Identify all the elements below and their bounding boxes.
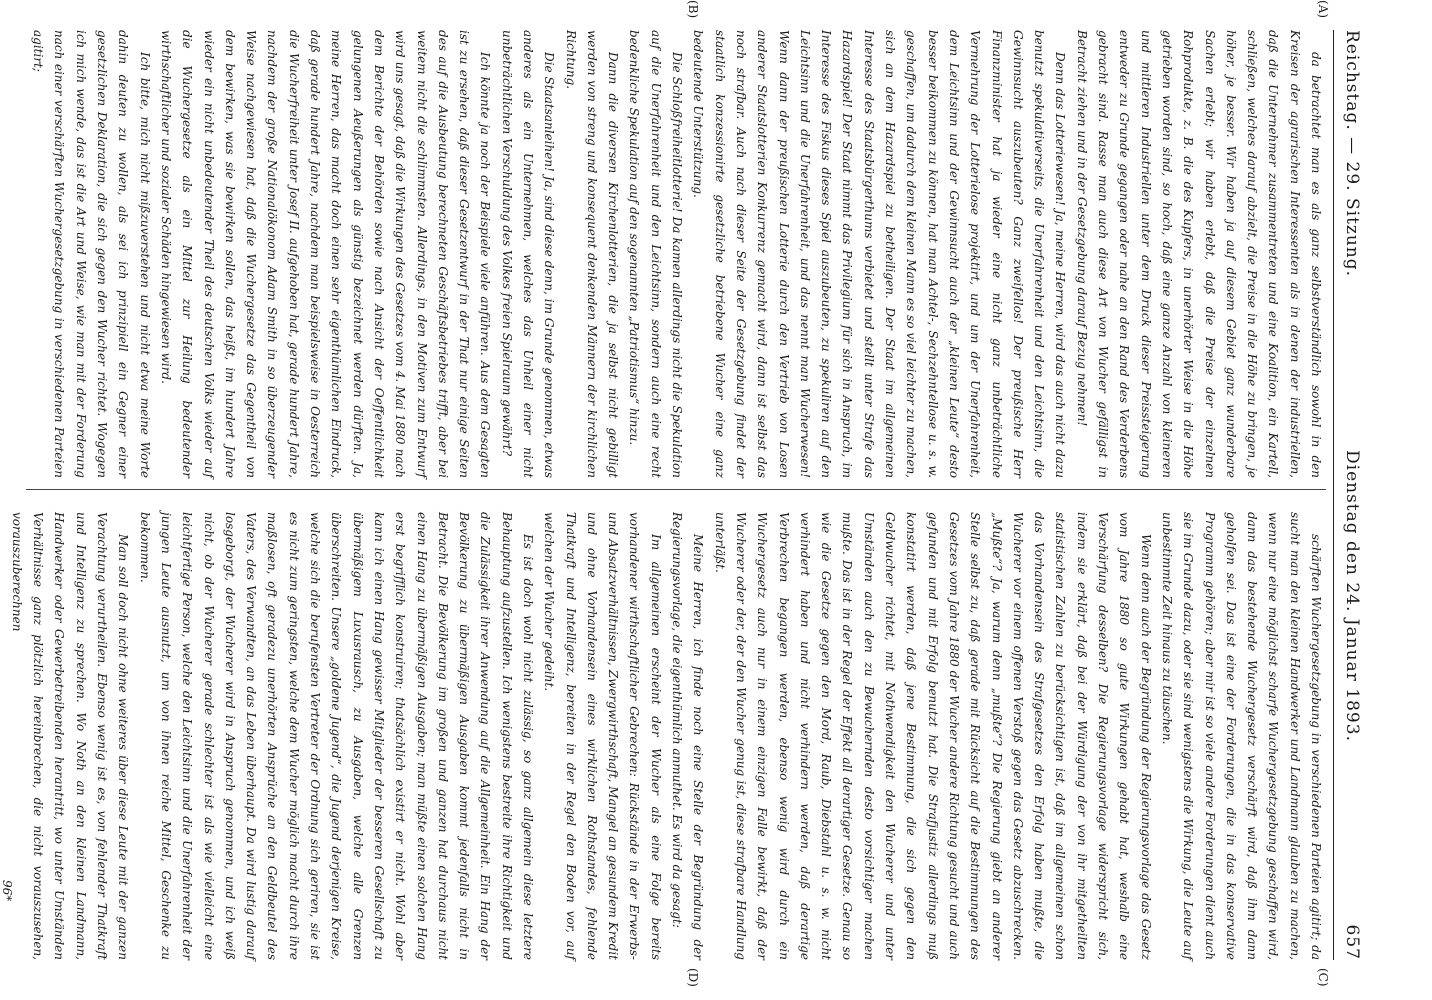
page-number: 657 <box>1342 924 1362 960</box>
paragraph: Ich könnte ja noch der Beispiele viele anführen. Aus dem Gesagten ist zu ersehen, daß dieser Gesetzentwurf in der That nur einige Seiten des auf die Ausbeutung berechneten Geschäftsbetriebes trifft, aber bei weitem nicht die schlimmsten. Allerdings, in den Motiven zum Entwurf wird uns gesagt, daß die Wirkungen des Gesetzes vom 4. Mai 1880 nach dem Berichte der Behörden sowie nach Ansicht der Oeffentlichkeit gelungenen Aeußerungen als günstig bezeichnet werden dürften. Ja, meine Herren, das macht doch einen sehr eigenthümlichen Eindruck, daß gerade hundert Jahre, nachdem man beispielsweise in Oesterreich die Wucherfreiheit unter Josef II. aufgehoben hat, gerade hundert Jahre, nachdem der große Nationalökonom Adam Smith in so überzeugender Weise nachgewiesen hat, daß die Wuchergesetze das Gegentheil von dem bewirken, was sie bewirken sollen, das heißt, im hundert Jahre wieder ein nicht unbedeutender Theil des deutschen Volks wieder auf die Wuchergesetze als ein Mittel zur Heilung bedeutender wirthschaftlicher und sozialer Schäden hingewiesen wird. <box>158 30 493 478</box>
paragraph: Ich bitte, mich nicht mißzuverstehen und nicht etwa meine Worte dahin deuten zu wollen, als sei ich prinzipiell ein Gegner einer gesetzlichen Deklaration, die sich gegen den Wucher richtet. Wogegen ich mich wende, das ist die Art und Weise, wie man mit der Forderung nach einer verschärften Wuchergesetzgebung in verschiedenen Parteien agitirt; <box>31 30 152 478</box>
paragraph: da betrachtet man es als ganz selbstverständlich sowohl in den Kreisen der agrarischen Interessenten als in denen der industriellen, daß die Unternehmer zusammentreten und eine Koalition, ein Kartell, schließen, welches darauf abzielt, die Preise in die Höhe zu bringen, je höher, je besser. Wir haben ja auf diesem Gebiet ganz wunderbare Sachen erlebt; wir haben erlebt, daß die Preise der einzelnen Rohprodukte, z. B. die des Kupfers, in unerhörter Weise in die Höhe getrieben worden sind, so hoch, daß eine ganze Anzahl von kleineren und mittleren Industriellen unter dem Druck dieser Preissteigerung entweder zu Grunde gegangen oder nahe an den Rand des Verderbens gebracht sind. Rasse man auch diese Art von Wucher gefälligst in Betracht ziehen und in der Gesetzgebung darauf Bezug nehmen! <box>1074 30 1323 478</box>
paragraph: Es ist doch wohl nicht zulässig, so ganz allgemein diese letztere Behauptung aufzustellen. Ich wenigstens bestreite ihre Richtigkeit und die Zulässigkeit ihrer Anwendung auf die Allgemeinheit. Ein Hang der Bevölkerung zu übermäßigen Ausgaben kommt jedenfalls nicht in Betracht. Die Bevölkerung im großen und ganzen hat durchaus nicht einen Hang zu übermäßigen Ausgaben; man müßte einen solchen Hang erst begrifflich konstruiren; thatsächlich existirt er nicht. Wohl aber kann ich einen Hang gewisser Mitglieder der besseren Gesellschaft zu übermäßigem Luxusrausch, zu Ausgaben, welche alle Grenzen überschreiten. Unsere „goldene Jugend“, die Jugend derjenigen Kreise, welche sich die berufensten Vertreter der Ordnung sich geriren, sie ist es nicht zum geringsten, welche dem Wucher möglich macht durch ihre maßlosen, oft geradezu unerhörten Ansprüche an den Geldbeutel des Vaters, des Verwandten, an das Leben überhaupt. Da wird lustig darauf losgeborgt, der Wucherer wird in Anspruch genommen, und ich weiß nicht, ob der Wucherer gerade schlechter ist als wie vielleicht eine leichtfertige Person, welche den Leichtsinn und die Unerfahrenheit der jungen Leute ausnutzt, um von ihnen reiche Mittel, Geschenke zu bekommen. <box>137 512 536 960</box>
header-session: Reichstag. — 29. Sitzung. <box>1342 30 1362 278</box>
paragraph: Meine Herren, ich finde noch eine Stelle der Begründung der Regierungsvorlage, die eigenthümlich anmuthet. Es wird da gesagt: <box>670 512 706 960</box>
margin-marker-d: (D) <box>686 968 700 987</box>
right-text-column <box>9 512 1326 960</box>
margin-marker-c: (C) <box>1316 968 1330 987</box>
paragraph: Dann die diversen Kirchenlotterien, die ja selbst nicht gebilligt werden von streng und konsequent denkenden Männern der kirchlichen Richtung. <box>563 30 621 478</box>
margin-marker-a: (A) <box>1316 0 1330 19</box>
page-header <box>1332 30 1362 960</box>
header-rule <box>1333 30 1334 960</box>
margin-marker-b: (B) <box>686 0 700 19</box>
left-text-column <box>26 30 1326 478</box>
paragraph: Im allgemeinen erscheint der Wucher als eine Folge bereits vorhandener wirthschaftlicher Gebrechen: Rückstände in der Erwerbs- und Absatzverhältnissen, Zwergwirthschaft, Mangel an gesundem Kredit und ohne Vorhandensein eines wirklichen Rothstandes, fehlende Thatkraft und Intelligenz, bereiten in der Regel den Boden vor, auf welchen der Wucher gedeiht. <box>542 512 663 960</box>
paragraph: Wenn denn auch der Begründung der Regierungsvorlage das Gesetz vom Jahre 1880 so gute Wirkungen gehabt hat, weshalb eine Verschärfung desselben? Die Regierungsvorlage widerspricht sich, indem sie erklärt, daß bei der Würdigung der von ihr mitgetheilten statistischen Zahlen zu berücksichtigen ist, daß im allgemeinen schon das Vorhandensein des Strafgesetzes den Erfolg haben mußte, die Wucherer vor einem offenen Verstoß gegen das Gesetz abzuschrecken. „Mußte“? Ja, warum denn „mußte“? Die Regierung giebt an anderer Stelle selbst zu, daß gerade mit Rücksicht auf die Bestimmungen des Gesetzes vom Jahre 1880 der Wucher andere Richtung gesucht und auch gefunden und mit Erfolg benutzt hat. Die Strafjustiz allerdings muß konstatirt werden, daß jene Bestimmung, die sich gegen den Geldwucher richtet, mit Nothwendigkeit den Wucherer und unter Umständen auch den zu Bewuchernden desto vorsichtiger machen mußte. Das ist in der Regel der Effekt all derartiger Gesetze. Genau so wie die Gesetze gegen den Mord, Raub, Diebstahl u. s. w. nicht verhindert haben und nicht verhindern werden, daß derartige Verbrechen begangen werden, ebenso wenig wird durch ein Wuchergesetz auch nur in einem einzigen Falle bewirkt, daß der Wucherer oder der, der den Wucher genug ist, diese strafbare Handlung unterläßt. <box>712 512 1153 960</box>
paragraph: Man soll doch nicht ohne weiteres über diese Leute mit der ganzen Verachtung verurtheilen. Ebenso wenig ist es, von fehlender Thatkraft und Intelligenz zu sprechen. Wo Noth an den kleinen Landmann, Handwerker oder Gewerbetreibenden herantritt, wo unter Umständen Verhältnisse ganz plötzlich hereinbrechen, die nicht vorauszusehen, vorauszuberechnen <box>9 512 131 960</box>
column-divider <box>26 489 1326 490</box>
paragraph: Die Staatsanleihen! Ja, sind diese denn, im Grunde genommen, etwas anderes als ein Unternehmen, welches das Unheil einer nicht unbeträchtlichen Verschuldung des Volkes freien Spielraum gewährt? <box>499 30 557 478</box>
paragraph: Die Schloßfreiheitlotterie! Da kamen allerdings nicht die Spekulation auf die Unerfahrenheit und den Leichtsinn, sondern auch eine recht bedenkliche Spekulation auf den sogenannten „Patriotismus“ hinzu. <box>627 30 685 478</box>
paragraph: Denn das Lotteriewesen! Ja, meine Herren, wird das auch nicht dazu benutzt spekulativerseits, die Unerfahrenheit und den Leichtsinn, die Gewinnsucht auszubeuten? Ganz zweifellos! Der preußische Herr Finanzminister hat ja wieder eine nicht ganz unbeträchtliche Vermehrung der Lotterielose projektirt, und um der Unerfahrenheit, dem Leichtsinn und der Gewinnsucht auch der „kleinen Leute“ desto besser beikommen zu können, hat man Achtel-, Sechzehntellose u. s. w. geschaffen, um dadurch dem kleinen Mann es so viel leichter zu machen, sich an dem Hazardspiel zu betheiligen. Der Staat im allgemeinen Interesse des Staatsbürgerthums verbietet und stellt unter Strafe das Hazardspiel! Der Staat nimmt das Privilegium für sich in Anspruch, im Interesse des Fiskus dieses Spiel auszubeuten, zu spekuliren auf den Leichtsinn und die Unerfahrenheit, und das nennt man Wucherwesen! Wenn dann der preußischen Lotterie durch den Vertrieb von Losen anderer Staatslotterien Konkurrenz gemacht wird, dann ist selbst das noch strafbar. Auch nach dieser Seite der Gesetzgebung findet der staatlich konzessionirte gesetzliche betriebene Wucher eine ganz bedeutende Unterstützung. <box>691 30 1068 478</box>
paragraph: schärften Wuchergesetzgebung in verschiedenen Parteien agitirt; da sucht man den kleinen Handwerker und Landmann glauben zu machen, wenn nur eine möglichst scharfe Wuchergesetzgebung geschaffen wird, dann das bestehende Wuchergesetz verschärft wird, daß ihm dann geholfen sei. Das ist eine der Forderungen, die in das konservative Programm gehören; aber mir ist so viele andere Forderungen dient auch sie im Grunde dazu, oder sie sind wenigstens die Wirkung, die Leute auf unbestimmte Zeit hinaus zu täuschen. <box>1159 512 1323 960</box>
header-date: Dienstag den 24. Januar 1893. <box>1342 450 1362 742</box>
signature-mark: 96* <box>0 880 14 902</box>
